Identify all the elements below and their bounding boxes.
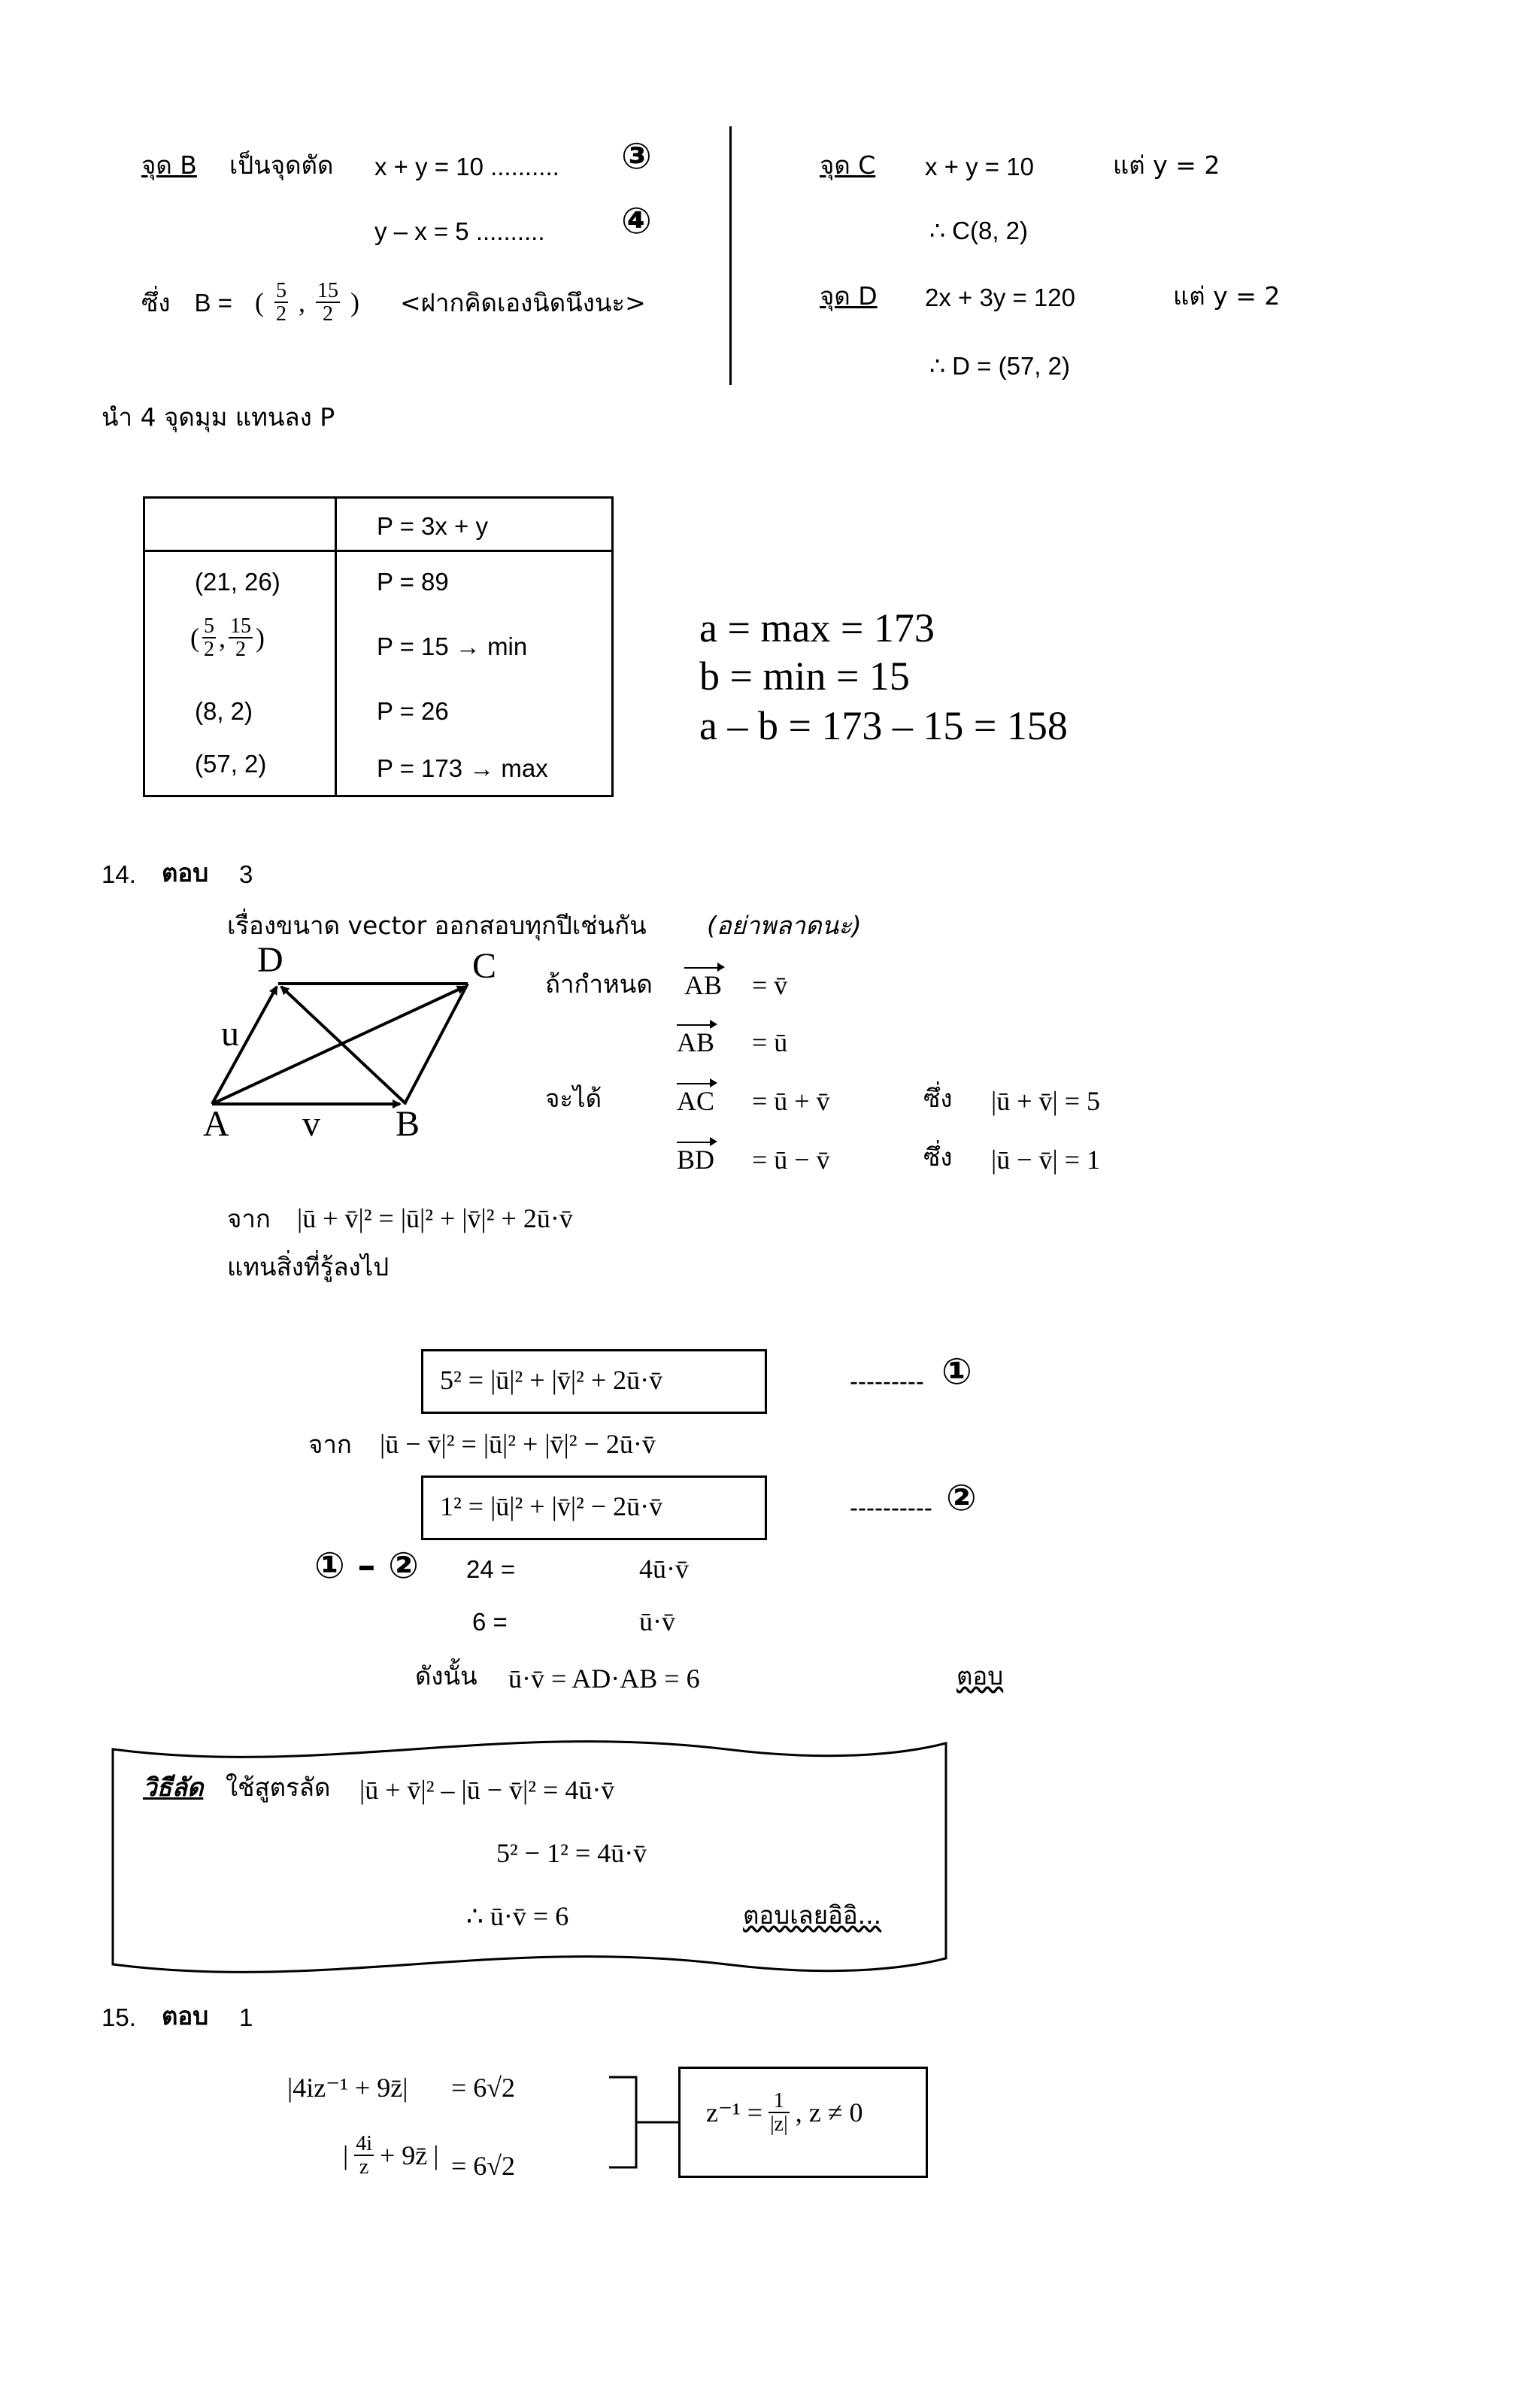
since-word: ซึ่ง: [141, 287, 171, 317]
frac-den: 2: [204, 638, 214, 662]
fraction-5-2: [274, 280, 288, 326]
q15-answer-label: ตอบ: [162, 2001, 209, 2031]
q15-answer-value: 1: [239, 2003, 253, 2031]
q15-eq2-rhs: = 6√2: [451, 2151, 516, 2181]
box2-equation: 1² = |ū|² + |v̄|² − 2ū·v̄: [440, 1491, 663, 1521]
pointC-label: จุด C: [820, 150, 876, 180]
frac-den: |z|: [770, 2112, 788, 2137]
pointC-result: ∴ C(8, 2): [929, 217, 1029, 244]
q15-eq2-lhs: [343, 2133, 439, 2179]
diagonal-AC-arrow: [212, 987, 465, 1104]
given-word: ถ้ากำหนด: [545, 969, 653, 999]
def4-mod: |ū − v̄| = 1: [991, 1145, 1101, 1175]
therefore-word: ดังนั้น: [415, 1661, 477, 1691]
frac-num: 5: [204, 614, 214, 638]
eq2-rest: + 9z̄: [380, 2140, 428, 2171]
right-brace: [606, 2070, 681, 2175]
answer-word: ตอบ: [956, 1661, 1004, 1691]
summary-line-1: a = max = 173: [699, 605, 935, 651]
summary-line-3: a – b = 173 – 15 = 158: [699, 703, 1068, 748]
q15-eq1-lhs: |4iz⁻¹ + 9z̄|: [287, 2073, 408, 2103]
def3-rhs: = ū + v̄: [752, 1086, 830, 1116]
frac-num: 1: [768, 2090, 790, 2113]
shortcut-title: วิธีลัด: [143, 1773, 204, 1802]
fraction-1-absz: [768, 2090, 790, 2136]
frac-num: 15: [230, 614, 251, 638]
label-u: u: [221, 1014, 239, 1054]
label-C: C: [472, 946, 497, 986]
therefore-equation: ū·v̄ = AD·AB = 6: [508, 1664, 700, 1694]
frac-den: 2: [322, 302, 333, 326]
step2-lhs: 6 =: [472, 1608, 508, 1636]
table-row-point: (57, 2): [195, 750, 267, 778]
pointD-label: จุด D: [820, 281, 878, 311]
note-content: [706, 2090, 862, 2136]
diagonal-BD-arrow: [281, 987, 406, 1104]
paren-open: (: [254, 287, 264, 317]
frac-den: 2: [235, 638, 246, 662]
pointD-eq: 2x + 3y = 120: [925, 284, 1075, 311]
step1-lhs: 24 =: [466, 1555, 516, 1583]
step1-rhs: 4ū·v̄: [639, 1554, 689, 1584]
from2-word: จาก: [308, 1430, 352, 1459]
q15-eq1-rhs: = 6√2: [451, 2073, 516, 2103]
dash-2: ----------: [850, 1494, 932, 1521]
def2-rhs: = ū: [752, 1027, 788, 1057]
equation-3: x + y = 10 ..........: [374, 153, 559, 180]
table-header: P = 3x + y: [377, 512, 488, 540]
q14-answer-label: ตอบ: [162, 858, 209, 887]
from-equation: |ū + v̄|² = |ū|² + |v̄|² + 2ū·v̄: [297, 1203, 573, 1233]
get-word: จะได้: [545, 1084, 602, 1113]
label-B: B: [396, 1104, 420, 1144]
q14-number: 14.: [102, 860, 136, 888]
def4-lhs: [677, 1146, 714, 1173]
q14-intro-note: (อย่าพลาดนะ): [707, 911, 862, 940]
table-row-value: P = 15 → min: [377, 632, 528, 660]
parallelogram-diagram: [188, 940, 519, 1151]
from2-equation: |ū − v̄|² = |ū|² + |v̄|² − 2ū·v̄: [380, 1429, 656, 1459]
table-row-point: (21, 26): [195, 568, 280, 596]
def4-which: ซึ่ง: [923, 1142, 953, 1172]
label-v: v: [302, 1104, 320, 1144]
shortcut-answer: ตอบเลยอิอิ...: [743, 1900, 882, 1930]
p-table: [143, 496, 614, 797]
def3-lhs: [677, 1087, 714, 1115]
note-box: [678, 2067, 928, 2178]
table-row-point-fraction: [190, 615, 265, 661]
step2-rhs: ū·v̄: [639, 1606, 675, 1636]
paren-close: ): [256, 623, 265, 654]
pointC-eq: x + y = 10: [925, 153, 1034, 180]
label-D: D: [257, 940, 283, 980]
equation-box-1: [421, 1349, 767, 1414]
table-header-divider: [145, 550, 611, 552]
table-row-point: (8, 2): [195, 697, 253, 725]
shortcut-eq1: |ū + v̄|² – |ū − v̄|² = 4ū·v̄: [359, 1775, 615, 1805]
def2-lhs: [677, 1029, 714, 1056]
shortcut-eq3: ∴ ū·v̄ = 6: [466, 1901, 569, 1931]
table-col-divider: [335, 499, 337, 795]
frac-num: 15: [317, 278, 338, 302]
summary-line-2: b = min = 15: [699, 654, 910, 699]
pointC-but: แต่ y = 2: [1113, 150, 1220, 180]
circled-2-icon: ②: [946, 1477, 977, 1519]
side-BC: [405, 984, 468, 1104]
fraction-5-2: [202, 615, 216, 661]
paren-open: (: [190, 623, 199, 654]
subtract-label: ① – ②: [314, 1545, 419, 1587]
comma: ,: [298, 287, 305, 317]
equation-4: y – x = 5 ..........: [374, 217, 545, 245]
table-row-value: P = 173 → max: [377, 754, 548, 782]
def1-lhs: [684, 972, 722, 999]
point-B-coordinates: [141, 272, 646, 332]
fraction-4i-z: [354, 2133, 374, 2179]
paren-close: ): [350, 287, 359, 317]
dash-1: ---------: [850, 1367, 924, 1395]
substitute-known: แทนสิ่งที่รู้ลงไป: [227, 1252, 390, 1281]
note-lhs: z⁻¹ =: [706, 2097, 763, 2128]
table-row-value: P = 89: [377, 568, 449, 596]
fraction-15-2: [316, 280, 340, 326]
circled-4-icon: ④: [621, 200, 652, 242]
pointD-result: ∴ D = (57, 2): [929, 352, 1070, 380]
since-B: B =: [194, 288, 232, 317]
circled-1-icon: ①: [941, 1351, 972, 1393]
vector-BD: BD: [677, 1145, 715, 1175]
frac-num: 5: [275, 278, 286, 302]
abs-bar: |: [433, 2140, 439, 2171]
note-rest: , z ≠ 0: [795, 2097, 863, 2128]
shortcut-text: ใช้สูตรลัด: [226, 1773, 331, 1802]
equation-box-2: [421, 1475, 767, 1540]
frac-den: 2: [275, 302, 286, 326]
pointD-but: แต่ y = 2: [1173, 281, 1281, 311]
pointB-desc: เป็นจุดตัด: [229, 150, 334, 180]
vector-AB: AB: [677, 1027, 715, 1057]
box1-equation: 5² = |ū|² + |v̄|² + 2ū·v̄: [440, 1365, 663, 1395]
circled-3-icon: ③: [621, 135, 652, 177]
abs-bar: |: [343, 2140, 349, 2171]
shortcut-eq2: 5² − 1² = 4ū·v̄: [496, 1838, 647, 1868]
comma: ,: [219, 623, 226, 654]
note: <ฝากคิดเองนิดนึงนะ>: [399, 287, 646, 317]
frac-num: 4i: [356, 2132, 372, 2155]
vector-AB: AB: [684, 970, 723, 1000]
q14-answer-value: 3: [239, 860, 253, 888]
q15-number: 15.: [102, 2003, 136, 2031]
pointB-label: จุด B: [141, 150, 197, 180]
label-A: A: [203, 1104, 229, 1144]
frac-den: z: [359, 2155, 369, 2179]
fraction-15-2: [229, 615, 253, 661]
def3-mod: |ū + v̄| = 5: [991, 1086, 1101, 1116]
vector-AC: AC: [677, 1086, 715, 1116]
table-row-value: P = 26: [377, 697, 449, 725]
substitute-line: นำ 4 จุดมุม แทนลง P: [102, 402, 335, 432]
def3-which: ซึ่ง: [923, 1084, 953, 1113]
def4-rhs: = ū − v̄: [752, 1145, 830, 1175]
column-divider: [729, 126, 732, 385]
q14-intro: เรื่องขนาด vector ออกสอบทุกปีเช่นกัน: [227, 911, 647, 940]
from-word: จาก: [227, 1204, 271, 1233]
def1-rhs: = v̄: [752, 970, 788, 1000]
